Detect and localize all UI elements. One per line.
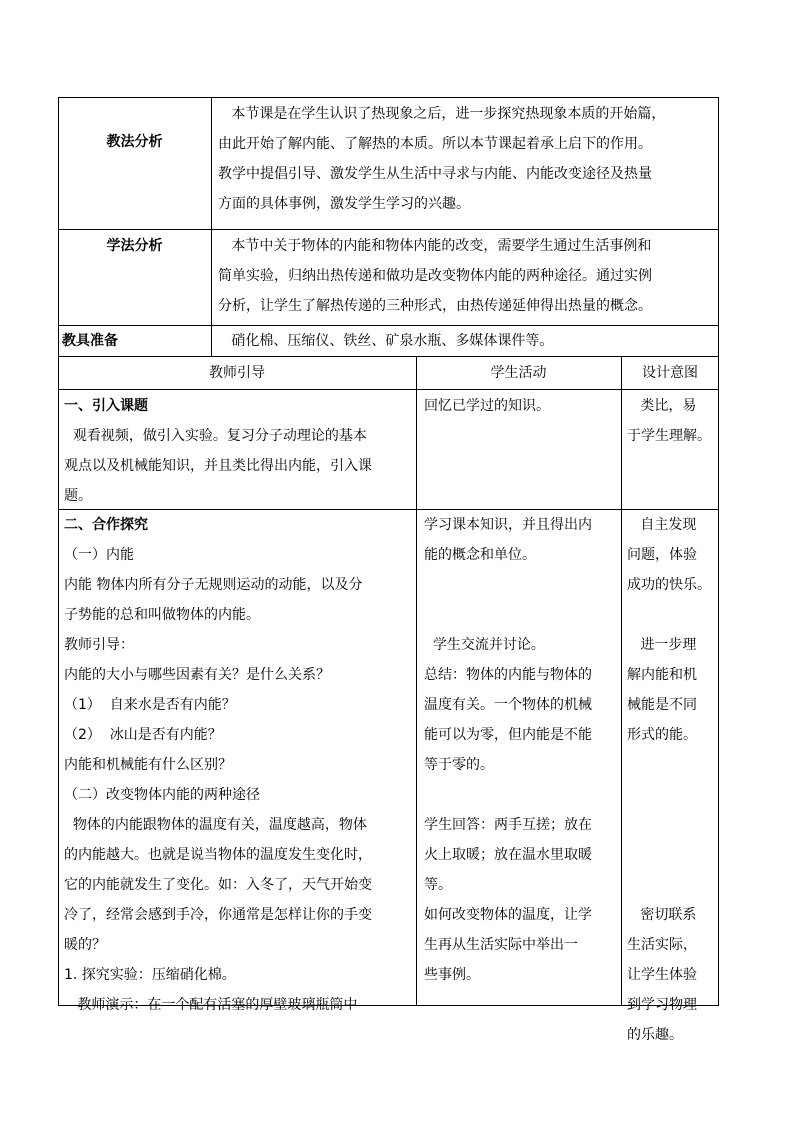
text-line: 题。 (64, 488, 92, 504)
text-line: 回忆已学过的知识。 (424, 398, 550, 414)
spacer-line (627, 750, 719, 780)
text-line: 解内能和机 (627, 667, 697, 683)
text-line: 生活实际， (627, 937, 697, 953)
text-line: 温度有关。一个物体的机械 (424, 697, 592, 713)
design-column-divider (621, 356, 622, 1006)
section2-design-cell (627, 510, 719, 1050)
text-line: 等。 (424, 877, 452, 893)
row-divider (58, 389, 719, 390)
text-line: 到学习物理 (627, 997, 697, 1013)
text-line: 观点以及机械能知识，并且类比得出内能，引入课 (64, 458, 372, 474)
text-line: 暖的？ (64, 937, 106, 953)
subsection-heading: （二）改变物体内能的两种途径 (64, 787, 260, 803)
spacer-line (627, 870, 719, 900)
text-line: 的乐趣。 (627, 1027, 683, 1043)
study-analysis-text (218, 231, 716, 321)
teaching-aids-text (218, 326, 716, 356)
student-column-divider (416, 356, 417, 1006)
text-line: 冷了，经常会感到手冷，你通常是怎样让你的手变 (64, 907, 372, 923)
text-line: 简单实验，归纳出热传递和做功是改变物体内能的两种途径。通过实例 (218, 268, 652, 284)
text-line: 方面的具体事例，激发学生学习的兴趣。 (218, 196, 470, 212)
text-line: 本节中关于物体的内能和物体内能的改变，需要学生通过生活事例和 (218, 238, 652, 254)
text-line: 1. 探究实验：压缩硝化棉。 (64, 967, 236, 983)
text-line: 子势能的总和叫做物体的内能。 (64, 607, 260, 623)
text-line: 能的概念和单位。 (424, 547, 536, 563)
text-line: 教师演示：在一个配有活塞的厚壁玻璃瓶筒中 (64, 997, 358, 1013)
student-activity-header: 学生活动 (490, 365, 547, 381)
text-line: 本节课是在学生认识了热现象之后，进一步探究热现象本质的开始篇， (218, 106, 666, 122)
text-line: 学生回答：两手互搓；放在 (424, 817, 592, 833)
text-line: 教学中提倡引导、激发学生从生活中寻求与内能、内能改变途径及热量 (218, 166, 652, 182)
section1-student-cell (424, 391, 619, 421)
text-line: 些事例。 (424, 967, 480, 983)
text-line: （1） 自来水是否有内能？ (64, 697, 236, 713)
text-line: 问题，体验 (627, 547, 697, 563)
section-heading: 一、引入课题 (64, 398, 148, 414)
text-line: 让学生体验 (627, 967, 697, 983)
method-analysis-text (218, 99, 716, 219)
text-line: 分析，让学生了解热传递的三种形式，由热传递延伸得出热量的概念。 (218, 298, 652, 314)
text-line: 学生交流并讨论。 (424, 637, 545, 653)
section-heading: 二、合作探究 (64, 517, 148, 533)
text-line: 内能 物体内所有分子无规则运动的动能，以及分 (64, 577, 363, 593)
spacer-line (627, 780, 719, 810)
text-line: 的内能越大。也就是说当物体的温度发生变化时， (64, 847, 372, 863)
text-line: 如何改变物体的温度，让学 (424, 907, 592, 923)
teaching-aids-label: 教具准备 (62, 333, 118, 349)
text-line: 观看视频，做引入实验。复习分子动理论的基本 (64, 428, 367, 444)
text-line: 于学生理解。 (627, 428, 711, 444)
text-line: （2） 冰山是否有内能？ (64, 727, 222, 743)
text-line: 密切联系 (627, 907, 697, 923)
text-line: 火上取暖；放在温水里取暖 (424, 847, 592, 863)
text-line: 教师引导： (64, 637, 134, 653)
study-analysis-label: 学法分析 (106, 238, 163, 254)
spacer-line (424, 570, 619, 600)
method-analysis-label: 教法分析 (106, 134, 163, 150)
text-line: 能可以为零，但内能是不能 (424, 727, 592, 743)
spacer-line (627, 810, 719, 840)
text-line: 成功的快乐。 (627, 577, 711, 593)
text-line: 它的内能就发生了变化。如：入冬了，天气开始变 (64, 877, 372, 893)
spacer-line (627, 840, 719, 870)
spacer-line (424, 600, 619, 630)
teacher-guide-header: 教师引导 (209, 365, 265, 381)
text-line: 形式的能。 (627, 727, 697, 743)
text-line: 进一步理 (627, 637, 697, 653)
row-divider (58, 356, 719, 357)
spacer-line (627, 600, 719, 630)
text-line: 内能的大小与哪些因素有关？是什么关系？ (64, 667, 330, 683)
section2-teacher-cell (64, 510, 414, 1020)
text-line: 等于零的。 (424, 757, 494, 773)
text-line: 内能和机械能有什么区别？ (64, 757, 232, 773)
section2-student-cell (424, 510, 619, 990)
spacer-line (424, 780, 619, 810)
text-line: 总结：物体的内能与物体的 (424, 667, 592, 683)
text-line: 自主发现 (627, 517, 697, 533)
subsection-heading: （一）内能 (64, 547, 134, 563)
section1-teacher-cell (64, 391, 414, 511)
row-divider (58, 229, 719, 230)
text-line: 学习课本知识，并且得出内 (424, 517, 592, 533)
text-line: 生再从生活实际中举出一 (424, 937, 578, 953)
label-column-divider (211, 97, 212, 356)
text-line: 硝化棉、压缩仪、铁丝、矿泉水瓶、多媒体课件等。 (218, 333, 554, 349)
text-line: 由此开始了解内能、了解热的本质。所以本节课起着承上启下的作用。 (218, 136, 652, 152)
text-line: 物体的内能跟物体的温度有关，温度越高，物体 (64, 817, 367, 833)
text-line: 械能是不同 (627, 697, 697, 713)
text-line: 类比，易 (627, 398, 697, 414)
section1-design-cell (627, 391, 719, 451)
design-intent-header: 设计意图 (642, 365, 698, 381)
